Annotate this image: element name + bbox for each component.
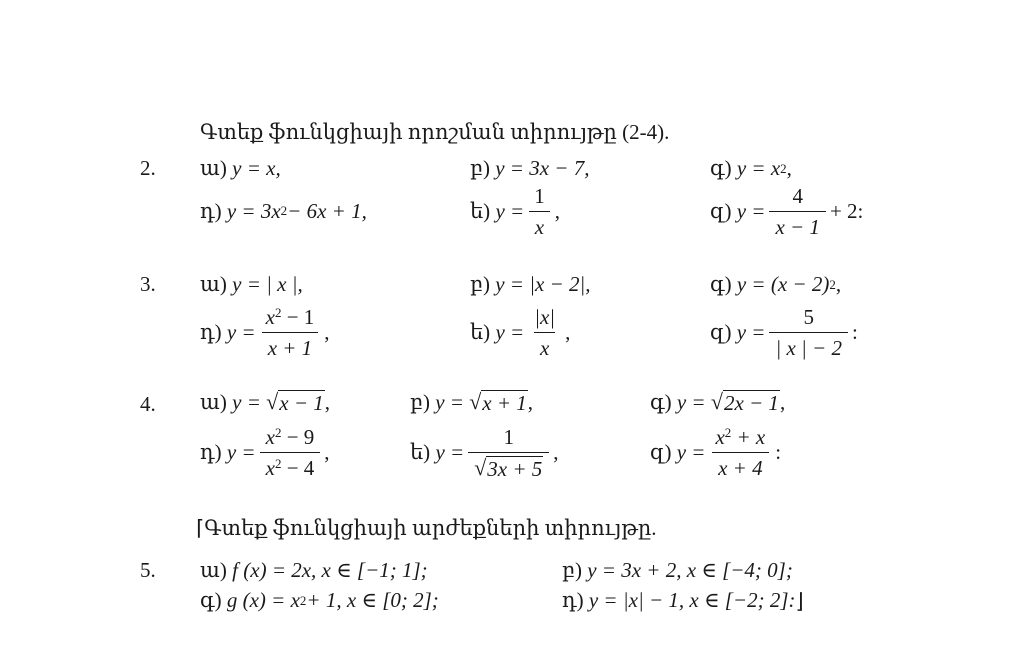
fraction	[260, 424, 321, 481]
item-letter: ա)	[200, 272, 227, 296]
radical-sign: √	[469, 389, 482, 414]
radical-sign: √	[266, 389, 279, 414]
item-letter: ա)	[200, 558, 227, 582]
square-root	[266, 390, 325, 415]
radical-sign: √	[474, 455, 487, 480]
numerator: 4	[792, 184, 803, 208]
denominator: x + 4	[712, 452, 769, 481]
item-letter: ե)	[410, 440, 431, 464]
p4-b	[410, 390, 533, 415]
radicand: x + 1	[482, 391, 527, 415]
formula: y =	[676, 390, 706, 414]
formula: y = x,	[232, 156, 281, 180]
item-letter: բ)	[410, 390, 430, 414]
item-letter: զ)	[710, 320, 732, 344]
denominator	[468, 452, 549, 481]
formula-tail: ,	[527, 390, 534, 414]
denominator: | x | − 2	[769, 332, 848, 361]
formula-tail: :	[775, 440, 782, 464]
problem-number-4: 4.	[140, 392, 156, 416]
item-letter: զ)	[650, 440, 672, 464]
formula-tail: ,	[324, 440, 330, 464]
formula: y = |x| − 1, x ∈ [−2; 2]:	[588, 588, 796, 612]
denominator: x + 1	[262, 332, 319, 361]
formula-tail: − 6x + 1,	[287, 198, 367, 223]
item-letter: ե)	[470, 199, 491, 223]
formula: y =	[435, 440, 465, 464]
item-letter: դ)	[200, 320, 222, 344]
section-end-bracket: ⌋	[795, 588, 804, 613]
item-letter: զ)	[710, 199, 732, 223]
formula-tail: ,	[324, 390, 330, 414]
formula-tail: ,	[553, 440, 559, 464]
formula: y =	[736, 320, 766, 344]
p5-d	[562, 588, 804, 613]
formula-tail: ,	[835, 272, 842, 296]
formula: g (x) = x	[226, 588, 300, 612]
formula: y = |x − 2|,	[495, 272, 591, 296]
fraction	[468, 424, 549, 481]
radicand: 3x + 5	[487, 457, 543, 481]
formula-tail: ,	[565, 320, 571, 344]
formula: y =	[676, 440, 706, 464]
square-root	[711, 390, 780, 415]
item-letter: դ)	[562, 588, 584, 612]
formula: y = 3x − 7,	[495, 156, 590, 180]
p2-b	[470, 156, 589, 181]
p4-d	[200, 424, 330, 481]
item-letter: բ)	[470, 156, 490, 180]
p5-c: գ) g (x) = x 2 + 1, x ∈ [0; 2];	[200, 588, 439, 612]
p2-f	[710, 183, 863, 240]
p2-c: գ) y = x 2 ,	[710, 156, 792, 180]
p2-a	[200, 156, 281, 181]
p4-e	[410, 424, 559, 481]
formula: y =	[435, 390, 464, 414]
formula: y =	[226, 320, 256, 344]
formula: y = x	[736, 156, 781, 180]
p5-a	[200, 558, 428, 583]
p4-f	[650, 424, 781, 481]
p3-c: գ) y = (x − 2) 2 ,	[710, 272, 842, 296]
p4-c	[650, 390, 785, 415]
formula: f (x) = 2x, x ∈ [−1; 1];	[232, 558, 428, 582]
fraction	[528, 183, 551, 240]
numerator: |x|	[534, 305, 556, 329]
denominator: x	[534, 332, 555, 361]
problem-number-3: 3.	[140, 272, 156, 296]
numerator: $x^2 - 1$	[265, 305, 315, 329]
formula-tail: :	[851, 320, 858, 344]
p3-b	[470, 272, 591, 297]
item-letter: գ)	[650, 390, 672, 414]
section-heading-domain: Գտեք ֆունկցիայի որոշման տիրույթը (2-4).	[200, 120, 670, 144]
p3-e	[470, 304, 570, 361]
formula-tail: ,	[554, 199, 560, 223]
item-letter: ա)	[200, 156, 227, 180]
fraction	[709, 424, 771, 481]
formula-tail: + 1, x ∈ [0; 2];	[306, 588, 439, 612]
p2-d: դ) y = 3x 2 − 6x + 1,	[200, 198, 367, 223]
square-root	[469, 390, 528, 415]
fraction	[769, 304, 848, 361]
formula: y =	[495, 320, 525, 344]
denominator: x	[529, 211, 550, 240]
radicand: x − 1	[279, 391, 324, 415]
numerator: $x^2 - 9$	[265, 425, 315, 449]
item-letter: գ)	[200, 588, 222, 612]
numerator: $x^2 + x$	[715, 425, 766, 449]
item-letter: ա)	[200, 390, 227, 414]
item-letter: բ)	[562, 558, 582, 582]
numerator: 1	[503, 425, 514, 449]
p4-a	[200, 390, 330, 415]
item-letter: ե)	[470, 320, 491, 344]
denominator: $x^2 - 4$	[260, 452, 321, 481]
radical-sign: √	[710, 389, 723, 414]
item-letter: բ)	[470, 272, 490, 296]
section-heading-range	[196, 516, 657, 541]
section-start-bracket: ⌈	[196, 516, 205, 540]
formula-tail: ,	[324, 320, 330, 344]
formula: y = 3x + 2, x ∈ [−4; 0];	[587, 558, 793, 582]
p5-b	[562, 558, 793, 583]
formula: y =	[232, 390, 261, 414]
numerator: 5	[803, 305, 814, 329]
item-letter: դ)	[200, 440, 222, 464]
item-letter: գ)	[710, 156, 732, 180]
square-root	[474, 456, 543, 481]
fraction	[528, 304, 561, 361]
problem-number-5: 5.	[140, 558, 156, 582]
formula-tail: ,	[779, 390, 786, 414]
formula: y =	[226, 440, 256, 464]
problem-number-2: 2.	[140, 156, 156, 180]
numerator: 1	[534, 184, 545, 208]
p3-d	[200, 304, 330, 361]
formula-tail: ,	[786, 156, 792, 180]
formula-tail: + 2:	[829, 199, 864, 223]
item-letter: դ)	[200, 198, 222, 223]
denominator: x − 1	[769, 211, 826, 240]
formula: y = (x − 2)	[736, 272, 830, 296]
fraction	[769, 183, 826, 240]
formula: y =	[495, 199, 525, 223]
section-heading-text: Գտեք ֆունկցիայի արժեքների տիրույթը.	[204, 516, 657, 540]
formula: y = 3x	[226, 198, 281, 223]
p2-e	[470, 183, 560, 240]
fraction	[260, 304, 321, 361]
formula: y =	[736, 199, 766, 223]
p3-a	[200, 272, 303, 297]
radicand: 2x − 1	[723, 391, 779, 415]
formula: y = | x |,	[232, 272, 303, 296]
p3-f	[710, 304, 858, 361]
item-letter: գ)	[710, 272, 732, 296]
